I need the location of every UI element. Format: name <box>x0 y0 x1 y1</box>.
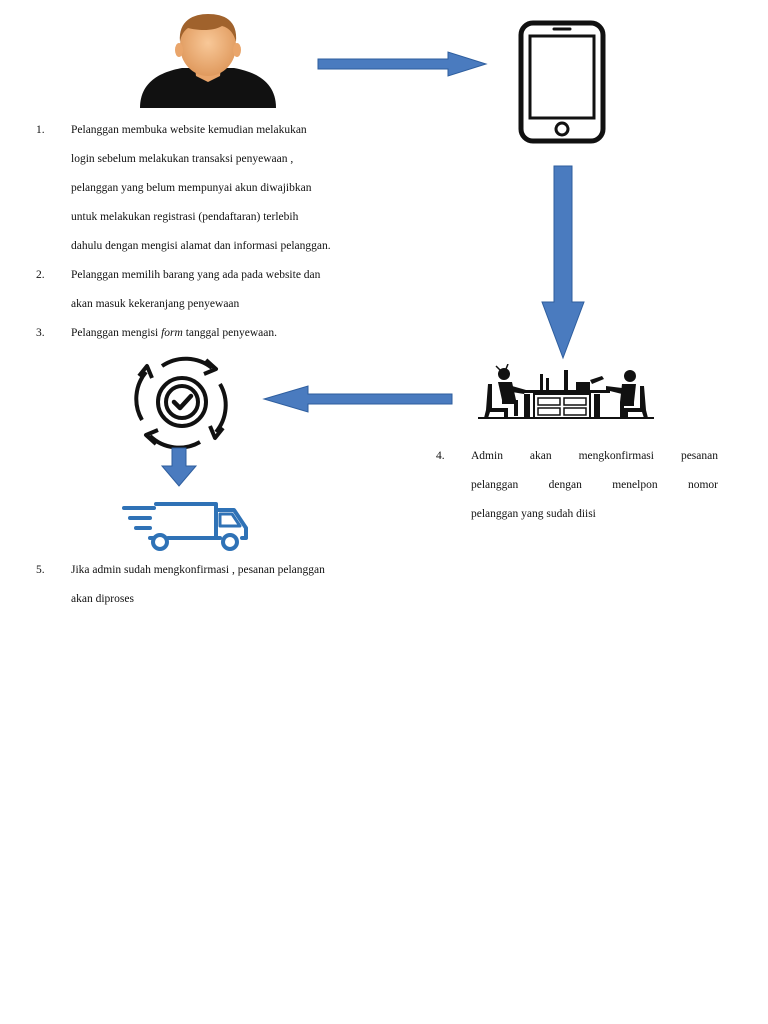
step-3 <box>36 319 456 348</box>
step-text: pelanggan dengan menelpon nomor <box>471 479 718 491</box>
step-4 <box>436 442 718 529</box>
step-text: dahulu dengan mengisi alamat dan informasi pelanggan. <box>71 240 331 252</box>
step-text: akan masuk kekeranjang penyewaan <box>71 298 240 310</box>
step-number: 2. <box>36 269 45 281</box>
arrow-left-icon <box>262 384 454 414</box>
step-text: Pelanggan membuka website kemudian melakukan <box>71 124 307 136</box>
step-5 <box>36 556 456 614</box>
arrow-right-icon <box>316 50 488 78</box>
steps-list-left <box>36 116 456 348</box>
delivery-truck-icon <box>120 496 250 554</box>
step-text: login sebelum melakukan transaksi penyewaan , <box>71 153 294 165</box>
step-2 <box>36 261 456 319</box>
office-admin-icon <box>478 364 654 422</box>
step-text: Pelanggan mengisi form tanggal penyewaan. <box>71 327 278 339</box>
step-text: Jika admin sudah mengkonfirmasi , pesanan pelanggan <box>71 564 325 576</box>
step-text: Pelanggan memilih barang yang ada pada website dan <box>71 269 321 281</box>
step-text: Admin akan mengkonfirmasi pesanan <box>471 450 718 462</box>
arrow-down-small-icon <box>160 446 200 488</box>
form-word: form <box>161 327 183 339</box>
step-text: pelanggan yang sudah diisi <box>471 508 596 520</box>
step-text: akan diproses <box>71 593 134 605</box>
person-icon <box>136 12 280 108</box>
step-text: untuk melakukan registrasi (pendaftaran) terlebih <box>71 211 299 223</box>
arrow-down-icon <box>540 164 586 360</box>
step-number: 3. <box>36 327 45 339</box>
step-text: pelanggan yang belum mempunyai akun diwajibkan <box>71 182 312 194</box>
step-number: 4. <box>436 450 445 462</box>
process-cycle-check-icon <box>132 352 232 452</box>
step-number: 5. <box>36 564 45 576</box>
step-1 <box>36 116 456 261</box>
step-number: 1. <box>36 124 45 136</box>
smartphone-icon <box>518 20 606 144</box>
